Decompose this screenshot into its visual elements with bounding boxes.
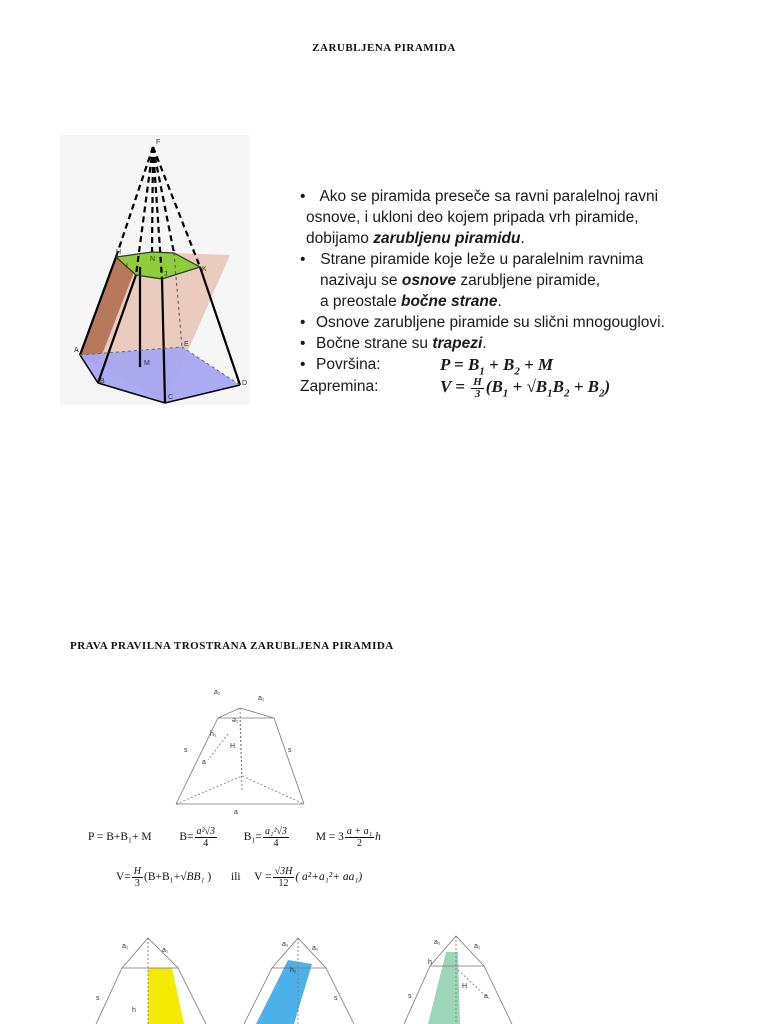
- bullet-3: • Osnove zarubljene piramide su slični mnogouglovi.: [300, 314, 665, 331]
- fig4-h1: h₁: [290, 967, 297, 974]
- fig2-s-right: s: [288, 747, 292, 754]
- label-N: N: [150, 256, 156, 263]
- triangular-frustum-figure: [170, 680, 310, 820]
- formula-line-1: P = B+B₁+ M B= $\frac{\text{a²√3}}{4}$ B₁= $\frac{\text{a₁²√3}}{4}$ M = 3 $\frac{\text{a + a₁}}{2}$ h: [88, 826, 381, 849]
- label-L: L: [172, 246, 176, 253]
- label-J: J: [164, 271, 168, 278]
- frustum-figure-yellow: [92, 930, 222, 1024]
- fig2-a1-left: a₁: [214, 689, 221, 696]
- fig5-a: a: [484, 993, 488, 1000]
- label-E: E: [184, 341, 189, 348]
- truncated-pyramid-figure: [60, 135, 250, 405]
- label-D: D: [242, 380, 248, 387]
- fig4-a1-right: a₁: [312, 945, 319, 952]
- section-title: PRAVA PRAVILNA TROSTRANA ZARUBLJENA PIRAMIDA: [70, 640, 394, 652]
- fig3-h: h: [132, 1007, 136, 1014]
- fig2-H: H: [230, 743, 236, 750]
- bullet-1: • Ako se piramida preseče sa ravni paralelnoj ravni: [300, 188, 659, 205]
- bullet-4: • Bočne strane su trapezi.: [300, 335, 487, 352]
- volume-formula-math: V = $\frac{H}{3}$ $(B_1 + √B_1B_2 + B_2)$: [440, 375, 611, 400]
- fig5-h: h: [428, 959, 432, 966]
- definition-list: • Ako se piramida preseče sa ravni paralelnoj ravni osnove, i ukloni deo kojem pripada vrh piramide, dobijamo zarubljenu piramidu. • Strane piramide koje leže u paralelnim ravnima nazivaju se osnove zarubljene piramide, a preostale bočne strane. • Osnove zarubljene piramide su slični mnogouglovi. • Bočne strane su trapezi. • Površina: $P = B_1 + B_2 + M$ Zapremina: V = $\frac{H}{3}$ $(B_1 + √B_1B_2 + B_2)$: [300, 186, 750, 402]
- label-A: A: [74, 347, 79, 354]
- fig5-a1-left: a₁: [434, 939, 441, 946]
- fig2-a-base: a: [234, 809, 238, 816]
- label-B: B: [100, 378, 105, 385]
- fig5-H: H: [462, 983, 468, 990]
- fig3-a1-right: a₁: [162, 947, 169, 954]
- fig2-e1: ə₁: [232, 717, 239, 724]
- label-H: H: [116, 249, 122, 256]
- fig2-h1: h₁: [210, 731, 217, 738]
- fig2-s-left: s: [184, 747, 188, 754]
- fig4-s: s: [334, 995, 338, 1002]
- label-C: C: [168, 394, 174, 401]
- fig5-s: s: [408, 993, 412, 1000]
- fig3-a1-left: a₁: [122, 943, 129, 950]
- label-M: M: [144, 360, 150, 367]
- label-F: F: [156, 139, 161, 146]
- label-K: K: [202, 266, 207, 273]
- label-I: I: [126, 263, 128, 270]
- formula-line-2: V= $\frac{H}{3}$ (B+B₁+√BB₁ ) ili V = $\frac{√3H}{12}$ ( a²+a₁²+ aa₁): [116, 866, 363, 889]
- bullet-2: • Strane piramide koje leže u paralelnim ravnima: [300, 251, 644, 268]
- surface-formula-math: $P = B_1 + B_2 + M$: [440, 355, 554, 378]
- frustum-figure-blue: [240, 930, 370, 1024]
- fig2-a-inner: a: [202, 759, 206, 766]
- volume-formula: Zapremina: V = $\frac{H}{3}$ $(B_1 + √B_1B_2 + B_2)$: [300, 376, 750, 402]
- fig4-a1-left: a₁: [282, 941, 289, 948]
- fig5-a1-right: a₁: [474, 943, 481, 950]
- fig2-a1-right: a₁: [258, 695, 265, 702]
- page-title: ZARUBLJENA PIRAMIDA: [312, 42, 456, 54]
- fig3-s: s: [96, 995, 100, 1002]
- surface-formula: • Površina: $P = B_1 + B_2 + M$: [300, 354, 750, 376]
- frustum-figure-green: [400, 930, 530, 1024]
